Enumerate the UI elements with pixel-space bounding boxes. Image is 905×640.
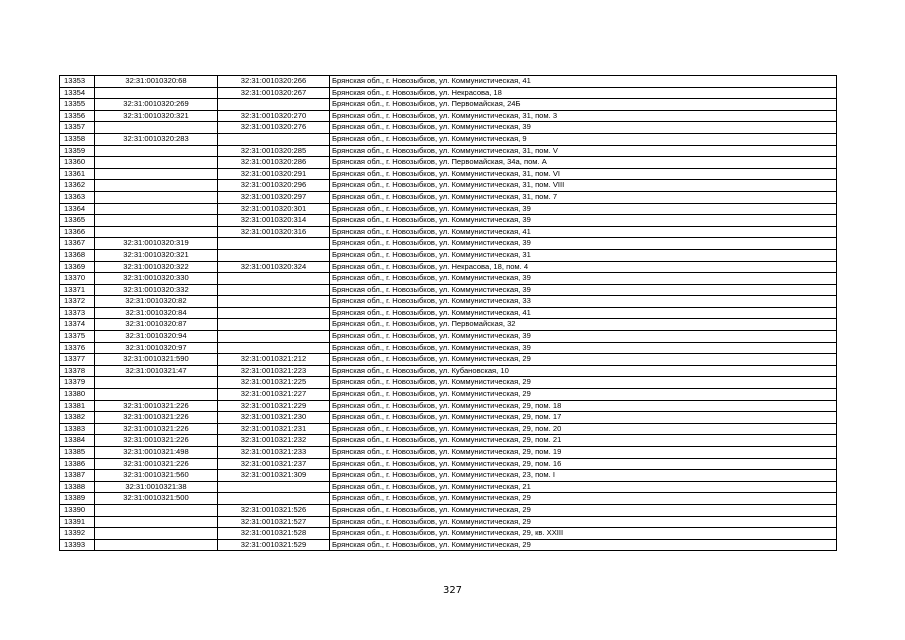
table-row — [60, 365, 837, 377]
related-cadastral-number-cell — [218, 99, 330, 111]
table-row — [60, 99, 837, 111]
cadastral-number-cell — [95, 377, 218, 389]
row-number-cell: 13380 — [60, 389, 95, 401]
row-number-cell: 13365 — [60, 215, 95, 227]
row-number-cell: 13374 — [60, 319, 95, 331]
cadastral-number-cell: 32:31:0010321:226 — [95, 400, 218, 412]
address-cell: Брянская обл., г. Новозыбков, ул. Первомайская, 32 — [330, 319, 837, 331]
related-cadastral-number-cell: 32:31:0010320:314 — [218, 215, 330, 227]
related-cadastral-number-cell: 32:31:0010321:223 — [218, 365, 330, 377]
cadastral-number-cell — [95, 516, 218, 528]
cadastral-number-cell — [95, 203, 218, 215]
table-row — [60, 400, 837, 412]
cadastral-number-cell — [95, 168, 218, 180]
table-row — [60, 191, 837, 203]
cadastral-number-cell: 32:31:0010321:226 — [95, 435, 218, 447]
address-cell: Брянская обл., г. Новозыбков, ул. Коммунистическая, 39 — [330, 331, 837, 343]
related-cadastral-number-cell — [218, 481, 330, 493]
row-number-cell: 13354 — [60, 87, 95, 99]
cadastral-number-cell — [95, 87, 218, 99]
address-cell: Брянская обл., г. Новозыбков, ул. Коммунистическая, 29 — [330, 389, 837, 401]
address-cell: Брянская обл., г. Новозыбков, ул. Коммунистическая, 21 — [330, 481, 837, 493]
address-cell: Брянская обл., г. Новозыбков, ул. Коммунистическая, 39 — [330, 284, 837, 296]
cadastral-number-cell: 32:31:0010320:332 — [95, 284, 218, 296]
cadastral-number-cell: 32:31:0010321:560 — [95, 470, 218, 482]
related-cadastral-number-cell — [218, 307, 330, 319]
address-cell: Брянская обл., г. Новозыбков, ул. Некрасова, 18, пом. 4 — [330, 261, 837, 273]
row-number-cell: 13355 — [60, 99, 95, 111]
row-number-cell: 13390 — [60, 504, 95, 516]
cadastral-number-cell — [95, 539, 218, 551]
cadastral-number-cell — [95, 122, 218, 134]
row-number-cell: 13392 — [60, 528, 95, 540]
address-cell: Брянская обл., г. Новозыбков, ул. Коммунистическая, 31, пом. 3 — [330, 110, 837, 122]
table-row — [60, 377, 837, 389]
row-number-cell: 13359 — [60, 145, 95, 157]
address-cell: Брянская обл., г. Новозыбков, ул. Коммунистическая, 39 — [330, 122, 837, 134]
cadastral-number-cell: 32:31:0010320:321 — [95, 249, 218, 261]
address-cell: Брянская обл., г. Новозыбков, ул. Коммунистическая, 39 — [330, 238, 837, 250]
address-cell: Брянская обл., г. Новозыбков, ул. Коммунистическая, 41 — [330, 76, 837, 88]
table-row — [60, 133, 837, 145]
related-cadastral-number-cell — [218, 319, 330, 331]
table-row — [60, 180, 837, 192]
address-cell: Брянская обл., г. Новозыбков, ул. Коммунистическая, 39 — [330, 342, 837, 354]
address-cell: Брянская обл., г. Новозыбков, ул. Коммунистическая, 41 — [330, 226, 837, 238]
row-number-cell: 13356 — [60, 110, 95, 122]
table-row — [60, 447, 837, 459]
cadastral-number-cell: 32:31:0010320:87 — [95, 319, 218, 331]
row-number-cell: 13363 — [60, 191, 95, 203]
address-cell: Брянская обл., г. Новозыбков, ул. Коммунистическая, 29, пом. 21 — [330, 435, 837, 447]
row-number-cell: 13362 — [60, 180, 95, 192]
related-cadastral-number-cell: 32:31:0010321:227 — [218, 389, 330, 401]
row-number-cell: 13385 — [60, 447, 95, 459]
address-cell: Брянская обл., г. Новозыбков, ул. Коммунистическая, 31, пом. 7 — [330, 191, 837, 203]
related-cadastral-number-cell — [218, 342, 330, 354]
cadastral-number-cell: 32:31:0010320:82 — [95, 296, 218, 308]
document-table-container — [59, 75, 837, 551]
table-body — [60, 76, 837, 551]
related-cadastral-number-cell: 32:31:0010320:316 — [218, 226, 330, 238]
address-cell: Брянская обл., г. Новозыбков, ул. Коммунистическая, 9 — [330, 133, 837, 145]
related-cadastral-number-cell: 32:31:0010320:297 — [218, 191, 330, 203]
row-number-cell: 13371 — [60, 284, 95, 296]
row-number-cell: 13376 — [60, 342, 95, 354]
table-row — [60, 516, 837, 528]
related-cadastral-number-cell: 32:31:0010320:301 — [218, 203, 330, 215]
table-row — [60, 284, 837, 296]
related-cadastral-number-cell: 32:31:0010321:237 — [218, 458, 330, 470]
table-row — [60, 470, 837, 482]
table-row — [60, 110, 837, 122]
row-number-cell: 13372 — [60, 296, 95, 308]
table-row — [60, 493, 837, 505]
row-number-cell: 13381 — [60, 400, 95, 412]
related-cadastral-number-cell: 32:31:0010320:270 — [218, 110, 330, 122]
table-row — [60, 528, 837, 540]
row-number-cell: 13389 — [60, 493, 95, 505]
related-cadastral-number-cell: 32:31:0010321:527 — [218, 516, 330, 528]
cadastral-number-cell: 32:31:0010320:94 — [95, 331, 218, 343]
cadastral-number-cell — [95, 504, 218, 516]
cadastral-number-cell — [95, 215, 218, 227]
cadastral-number-cell: 32:31:0010320:319 — [95, 238, 218, 250]
row-number-cell: 13367 — [60, 238, 95, 250]
table-row — [60, 307, 837, 319]
related-cadastral-number-cell: 32:31:0010320:291 — [218, 168, 330, 180]
address-cell: Брянская обл., г. Новозыбков, ул. Коммунистическая, 31 — [330, 249, 837, 261]
row-number-cell: 13384 — [60, 435, 95, 447]
related-cadastral-number-cell: 32:31:0010321:529 — [218, 539, 330, 551]
table-row — [60, 296, 837, 308]
cadastral-number-cell: 32:31:0010320:269 — [95, 99, 218, 111]
table-row — [60, 238, 837, 250]
row-number-cell: 13388 — [60, 481, 95, 493]
related-cadastral-number-cell — [218, 273, 330, 285]
cadastral-number-cell: 32:31:0010321:226 — [95, 423, 218, 435]
related-cadastral-number-cell: 32:31:0010321:232 — [218, 435, 330, 447]
row-number-cell: 13353 — [60, 76, 95, 88]
row-number-cell: 13379 — [60, 377, 95, 389]
cadastral-number-cell — [95, 145, 218, 157]
table-row — [60, 539, 837, 551]
address-cell: Брянская обл., г. Новозыбков, ул. Коммунистическая, 29, пом. 20 — [330, 423, 837, 435]
row-number-cell: 13378 — [60, 365, 95, 377]
cadastral-number-cell — [95, 389, 218, 401]
related-cadastral-number-cell — [218, 238, 330, 250]
cadastral-number-cell: 32:31:0010321:498 — [95, 447, 218, 459]
table-row — [60, 87, 837, 99]
related-cadastral-number-cell: 32:31:0010321:526 — [218, 504, 330, 516]
table-row — [60, 412, 837, 424]
related-cadastral-number-cell: 32:31:0010320:286 — [218, 157, 330, 169]
address-cell: Брянская обл., г. Новозыбков, ул. Коммунистическая, 29, пом. 18 — [330, 400, 837, 412]
address-cell: Брянская обл., г. Новозыбков, ул. Коммунистическая, 29 — [330, 493, 837, 505]
cadastral-number-cell — [95, 191, 218, 203]
address-cell: Брянская обл., г. Новозыбков, ул. Коммунистическая, 29, пом. 16 — [330, 458, 837, 470]
related-cadastral-number-cell: 32:31:0010321:225 — [218, 377, 330, 389]
address-cell: Брянская обл., г. Новозыбков, ул. Коммунистическая, 29, пом. 19 — [330, 447, 837, 459]
address-cell: Брянская обл., г. Новозыбков, ул. Коммунистическая, 39 — [330, 273, 837, 285]
row-number-cell: 13364 — [60, 203, 95, 215]
address-cell: Брянская обл., г. Новозыбков, ул. Коммунистическая, 29 — [330, 504, 837, 516]
cadastral-number-cell — [95, 157, 218, 169]
row-number-cell: 13373 — [60, 307, 95, 319]
address-cell: Брянская обл., г. Новозыбков, ул. Коммунистическая, 31, пом. VIII — [330, 180, 837, 192]
table-row — [60, 354, 837, 366]
table-row — [60, 435, 837, 447]
table-row — [60, 168, 837, 180]
table-row — [60, 157, 837, 169]
table-row — [60, 226, 837, 238]
row-number-cell: 13375 — [60, 331, 95, 343]
related-cadastral-number-cell: 32:31:0010321:229 — [218, 400, 330, 412]
row-number-cell: 13382 — [60, 412, 95, 424]
row-number-cell: 13369 — [60, 261, 95, 273]
cadastral-number-cell: 32:31:0010321:590 — [95, 354, 218, 366]
cadastral-number-cell: 32:31:0010321:47 — [95, 365, 218, 377]
cadastral-number-cell: 32:31:0010320:68 — [95, 76, 218, 88]
table-row — [60, 76, 837, 88]
row-number-cell: 13383 — [60, 423, 95, 435]
related-cadastral-number-cell: 32:31:0010320:267 — [218, 87, 330, 99]
row-number-cell: 13366 — [60, 226, 95, 238]
cadastral-number-cell — [95, 226, 218, 238]
row-number-cell: 13387 — [60, 470, 95, 482]
related-cadastral-number-cell: 32:31:0010321:528 — [218, 528, 330, 540]
address-cell: Брянская обл., г. Новозыбков, ул. Коммунистическая, 23, пом. I — [330, 470, 837, 482]
related-cadastral-number-cell: 32:31:0010320:266 — [218, 76, 330, 88]
address-cell: Брянская обл., г. Новозыбков, ул. Коммунистическая, 31, пом. VI — [330, 168, 837, 180]
cadastral-table — [59, 75, 837, 551]
address-cell: Брянская обл., г. Новозыбков, ул. Коммунистическая, 29 — [330, 516, 837, 528]
cadastral-number-cell — [95, 528, 218, 540]
cadastral-number-cell: 32:31:0010321:500 — [95, 493, 218, 505]
row-number-cell: 13358 — [60, 133, 95, 145]
row-number-cell: 13370 — [60, 273, 95, 285]
row-number-cell: 13361 — [60, 168, 95, 180]
related-cadastral-number-cell — [218, 249, 330, 261]
related-cadastral-number-cell — [218, 133, 330, 145]
row-number-cell: 13391 — [60, 516, 95, 528]
related-cadastral-number-cell: 32:31:0010321:231 — [218, 423, 330, 435]
related-cadastral-number-cell: 32:31:0010321:233 — [218, 447, 330, 459]
row-number-cell: 13386 — [60, 458, 95, 470]
cadastral-number-cell: 32:31:0010320:330 — [95, 273, 218, 285]
address-cell: Брянская обл., г. Новозыбков, ул. Коммунистическая, 29 — [330, 354, 837, 366]
address-cell: Брянская обл., г. Новозыбков, ул. Коммунистическая, 31, пом. V — [330, 145, 837, 157]
cadastral-number-cell: 32:31:0010320:84 — [95, 307, 218, 319]
table-row — [60, 342, 837, 354]
table-row — [60, 481, 837, 493]
related-cadastral-number-cell — [218, 296, 330, 308]
page-number: 327 — [442, 585, 463, 596]
cadastral-number-cell: 32:31:0010321:226 — [95, 412, 218, 424]
row-number-cell: 13357 — [60, 122, 95, 134]
table-row — [60, 261, 837, 273]
row-number-cell: 13368 — [60, 249, 95, 261]
related-cadastral-number-cell: 32:31:0010320:324 — [218, 261, 330, 273]
address-cell: Брянская обл., г. Новозыбков, ул. Некрасова, 18 — [330, 87, 837, 99]
table-row — [60, 215, 837, 227]
table-row — [60, 458, 837, 470]
table-row — [60, 273, 837, 285]
table-row — [60, 423, 837, 435]
related-cadastral-number-cell: 32:31:0010321:309 — [218, 470, 330, 482]
address-cell: Брянская обл., г. Новозыбков, ул. Первомайская, 34а, пом. А — [330, 157, 837, 169]
address-cell: Брянская обл., г. Новозыбков, ул. Коммунистическая, 29, кв. XXIII — [330, 528, 837, 540]
address-cell: Брянская обл., г. Новозыбков, ул. Первомайская, 24Б — [330, 99, 837, 111]
related-cadastral-number-cell: 32:31:0010320:276 — [218, 122, 330, 134]
table-row — [60, 504, 837, 516]
row-number-cell: 13393 — [60, 539, 95, 551]
cadastral-number-cell: 32:31:0010320:97 — [95, 342, 218, 354]
table-row — [60, 203, 837, 215]
table-row — [60, 145, 837, 157]
row-number-cell: 13360 — [60, 157, 95, 169]
table-row — [60, 331, 837, 343]
address-cell: Брянская обл., г. Новозыбков, ул. Коммунистическая, 29 — [330, 377, 837, 389]
related-cadastral-number-cell — [218, 284, 330, 296]
address-cell: Брянская обл., г. Новозыбков, ул. Коммунистическая, 29 — [330, 539, 837, 551]
related-cadastral-number-cell — [218, 493, 330, 505]
table-row — [60, 249, 837, 261]
table-row — [60, 319, 837, 331]
cadastral-number-cell: 32:31:0010321:38 — [95, 481, 218, 493]
related-cadastral-number-cell — [218, 331, 330, 343]
cadastral-number-cell — [95, 180, 218, 192]
address-cell: Брянская обл., г. Новозыбков, ул. Коммунистическая, 39 — [330, 203, 837, 215]
address-cell: Брянская обл., г. Новозыбков, ул. Кубановская, 10 — [330, 365, 837, 377]
cadastral-number-cell: 32:31:0010320:322 — [95, 261, 218, 273]
cadastral-number-cell: 32:31:0010320:283 — [95, 133, 218, 145]
related-cadastral-number-cell: 32:31:0010320:296 — [218, 180, 330, 192]
cadastral-number-cell: 32:31:0010320:321 — [95, 110, 218, 122]
cadastral-number-cell: 32:31:0010321:226 — [95, 458, 218, 470]
address-cell: Брянская обл., г. Новозыбков, ул. Коммунистическая, 33 — [330, 296, 837, 308]
related-cadastral-number-cell: 32:31:0010321:212 — [218, 354, 330, 366]
address-cell: Брянская обл., г. Новозыбков, ул. Коммунистическая, 29, пом. 17 — [330, 412, 837, 424]
address-cell: Брянская обл., г. Новозыбков, ул. Коммунистическая, 39 — [330, 215, 837, 227]
related-cadastral-number-cell: 32:31:0010321:230 — [218, 412, 330, 424]
table-row — [60, 122, 837, 134]
related-cadastral-number-cell: 32:31:0010320:285 — [218, 145, 330, 157]
row-number-cell: 13377 — [60, 354, 95, 366]
table-row — [60, 389, 837, 401]
address-cell: Брянская обл., г. Новозыбков, ул. Коммунистическая, 41 — [330, 307, 837, 319]
